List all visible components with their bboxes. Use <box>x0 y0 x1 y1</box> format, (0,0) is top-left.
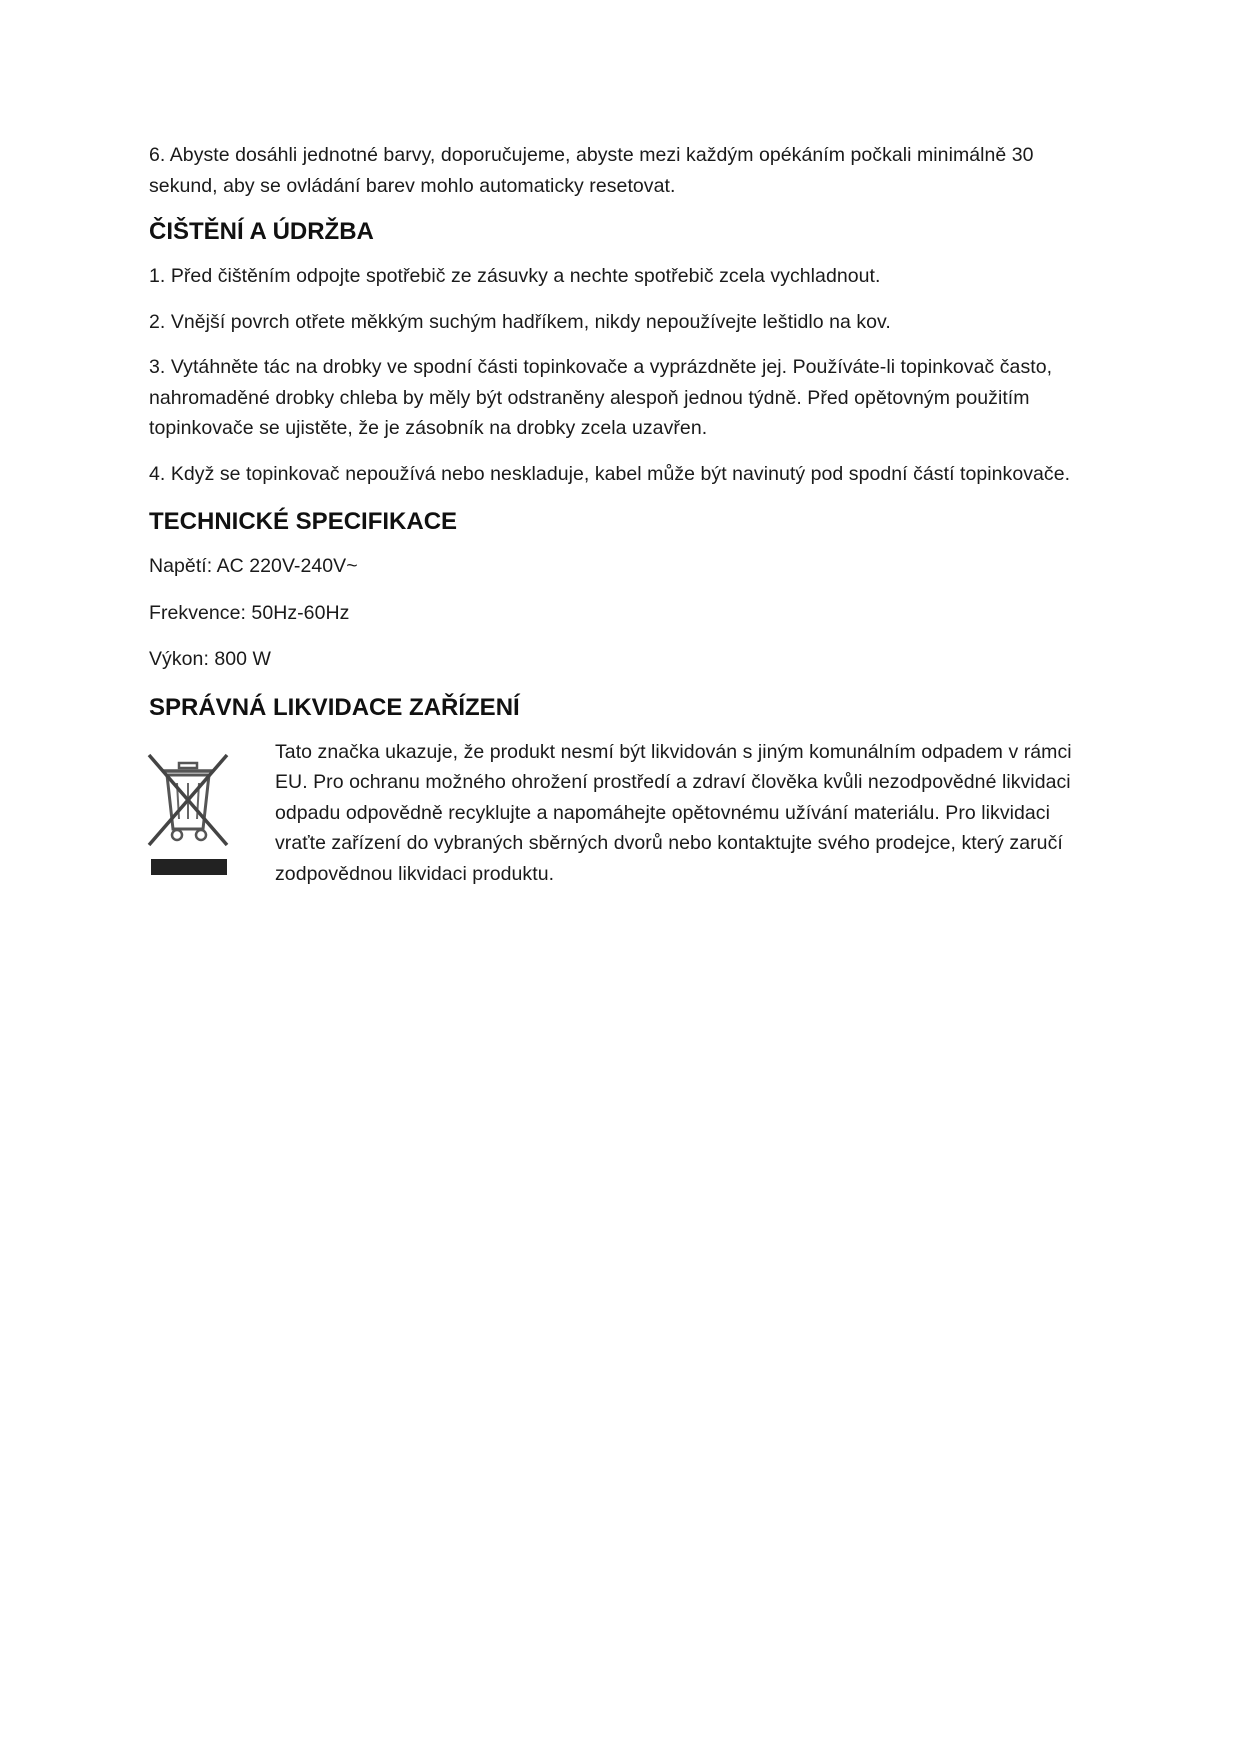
paragraph-cleaning-3: 3. Vytáhněte tác na drobky ve spodní části topinkovače a vyprázdněte jej. Používáte-li topinkovač často, nahromaděné drobky chleba by měly být odstraněny alespoň jednou týdně. Před opětovným použitím topinkovače se ujistěte, že je zásobník na drobky zcela uzavřen. <box>149 356 1053 439</box>
heading-proper-disposal: SPRÁVNÁ LIKVIDACE ZAŘÍZENÍ <box>149 693 520 721</box>
spec-power: Výkon: 800 W <box>149 648 271 670</box>
spec-voltage: Napětí: AC 220V-240V~ <box>149 555 358 577</box>
spec-frequency: Frekvence: 50Hz-60Hz <box>149 601 350 624</box>
document-page <box>149 140 1089 887</box>
weee-crossed-bin-icon <box>137 745 237 885</box>
paragraph-cleaning-2: 2. Vnější povrch otřete měkkým suchým hadříkem, nikdy nepoužívejte leštidlo na kov. <box>149 310 891 333</box>
heading-cleaning-maintenance: ČIŠTĚNÍ A ÚDRŽBA <box>149 218 374 245</box>
disposal-section <box>149 737 1089 887</box>
paragraph-cleaning-4: 4. Když se topinkovač nepoužívá nebo neskladuje, kabel může být navinutý pod spodní částí topinkovače. <box>149 462 1071 485</box>
paragraph-cleaning-1: 1. Před čištěním odpojte spotřebič ze zásuvky a nechte spotřebič zcela vychladnout. <box>149 265 881 287</box>
heading-technical-specifications: TECHNICKÉ SPECIFIKACE <box>149 508 458 535</box>
disposal-notice-text: Tato značka ukazuje, že produkt nesmí být likvidován s jiným komunálním odpadem v rámci EU. Pro ochranu možného ohrožení prostředí a zdraví člověka kvůli nezodpovědné likvidaci odpadu odpovědně recyklujte a napomáhejte opětovnému užívání materiálu. Pro likvidaci vraťte zařízení do vybraných sběrných dvorů nebo kontaktujte svého prodejce, který zaručí zodpovědnou likvidaci produktu. <box>275 740 1072 885</box>
paragraph-step-6: 6. Abyste dosáhli jednotné barvy, doporučujeme, abyste mezi každým opékáním počkali minimálně 30 sekund, aby se ovládání barev mohlo automaticky resetovat. <box>149 144 1034 197</box>
